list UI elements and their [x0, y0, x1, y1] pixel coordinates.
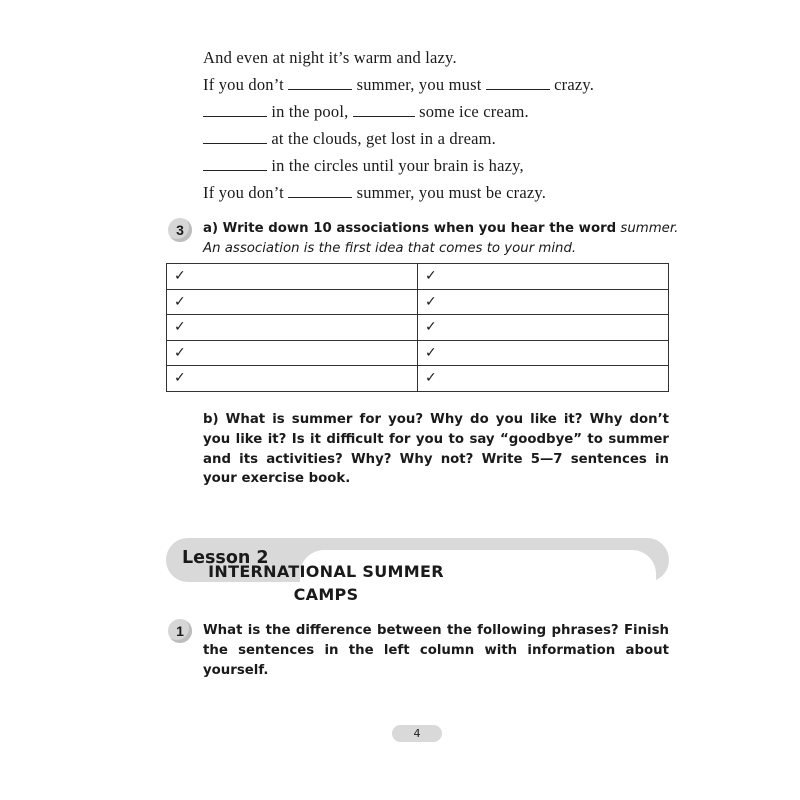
check-icon: ✓ [174, 344, 186, 361]
poem-text: in the circles until your brain is hazy, [271, 156, 524, 175]
answer-blank[interactable] [288, 74, 352, 90]
poem [203, 44, 594, 206]
association-cell[interactable] [167, 289, 418, 315]
poem-text: If you don’t [203, 183, 284, 202]
poem-line-1-text: And even at night it’s warm and lazy. [203, 48, 457, 67]
lesson-title-line-2: CAMPS [293, 585, 359, 604]
lesson-title [166, 560, 486, 606]
poem-line-5 [203, 152, 594, 179]
association-cell[interactable] [418, 366, 669, 392]
task-3a-instruction: An association is the first idea that comes to your mind. [203, 241, 577, 256]
lesson-label: Lesson 2 [182, 548, 269, 568]
check-icon: ✓ [425, 370, 437, 387]
check-icon: ✓ [174, 268, 186, 285]
table-row [167, 315, 669, 341]
page-number: 4 [392, 725, 442, 742]
task-3a-heading [203, 221, 678, 236]
association-cell[interactable] [418, 340, 669, 366]
association-cell[interactable] [418, 315, 669, 341]
check-icon: ✓ [425, 293, 437, 310]
poem-text: some ice cream. [419, 102, 529, 121]
lesson-title-line-1: INTERNATIONAL SUMMER [208, 562, 444, 581]
poem-line-1 [203, 44, 594, 71]
association-cell[interactable] [418, 264, 669, 290]
poem-line-3 [203, 98, 594, 125]
table-row [167, 366, 669, 392]
task-3b-text: b) What is summer for you? Why do you like it? Why don’t you like it? Is it difficult for you to say “goodbye” to summer and its activities? Why? Why not? Write 5—7 sentences in your exercise book. [203, 412, 669, 487]
poem-text: summer, you must be crazy. [356, 183, 547, 202]
task-1-number-badge: 1 [168, 619, 192, 643]
table-row [167, 264, 669, 290]
check-icon: ✓ [174, 293, 186, 310]
answer-blank[interactable] [353, 101, 415, 117]
poem-line-2 [203, 71, 594, 98]
poem-text: If you don’t [203, 75, 284, 94]
association-cell[interactable] [418, 289, 669, 315]
check-icon: ✓ [425, 268, 437, 285]
check-icon: ✓ [174, 319, 186, 336]
poem-line-4 [203, 125, 594, 152]
association-cell[interactable] [167, 366, 418, 392]
answer-blank[interactable] [203, 155, 267, 171]
answer-blank[interactable] [486, 74, 550, 90]
association-cell[interactable] [167, 340, 418, 366]
poem-text: at the clouds, get lost in a dream. [271, 129, 496, 148]
answer-blank[interactable] [288, 182, 352, 198]
check-icon: ✓ [425, 319, 437, 336]
answer-blank[interactable] [203, 101, 267, 117]
check-icon: ✓ [174, 370, 186, 387]
association-cell[interactable] [167, 264, 418, 290]
table-row [167, 340, 669, 366]
poem-text: summer, you must [356, 75, 482, 94]
poem-text: in the pool, [271, 102, 349, 121]
poem-text: crazy. [554, 75, 595, 94]
associations-table [166, 263, 669, 392]
poem-line-6 [203, 179, 594, 206]
task-3a-word: summer. [620, 221, 679, 236]
table-row [167, 289, 669, 315]
association-cell[interactable] [167, 315, 418, 341]
check-icon: ✓ [425, 344, 437, 361]
task-1-text: What is the difference between the following phrases? Finish the sentences in the left column with information about yourself. [203, 623, 669, 678]
task-3a-prefix: a) Write down 10 associations when you hear the word [203, 221, 617, 236]
task-3-number-badge: 3 [168, 218, 192, 242]
answer-blank[interactable] [203, 128, 267, 144]
